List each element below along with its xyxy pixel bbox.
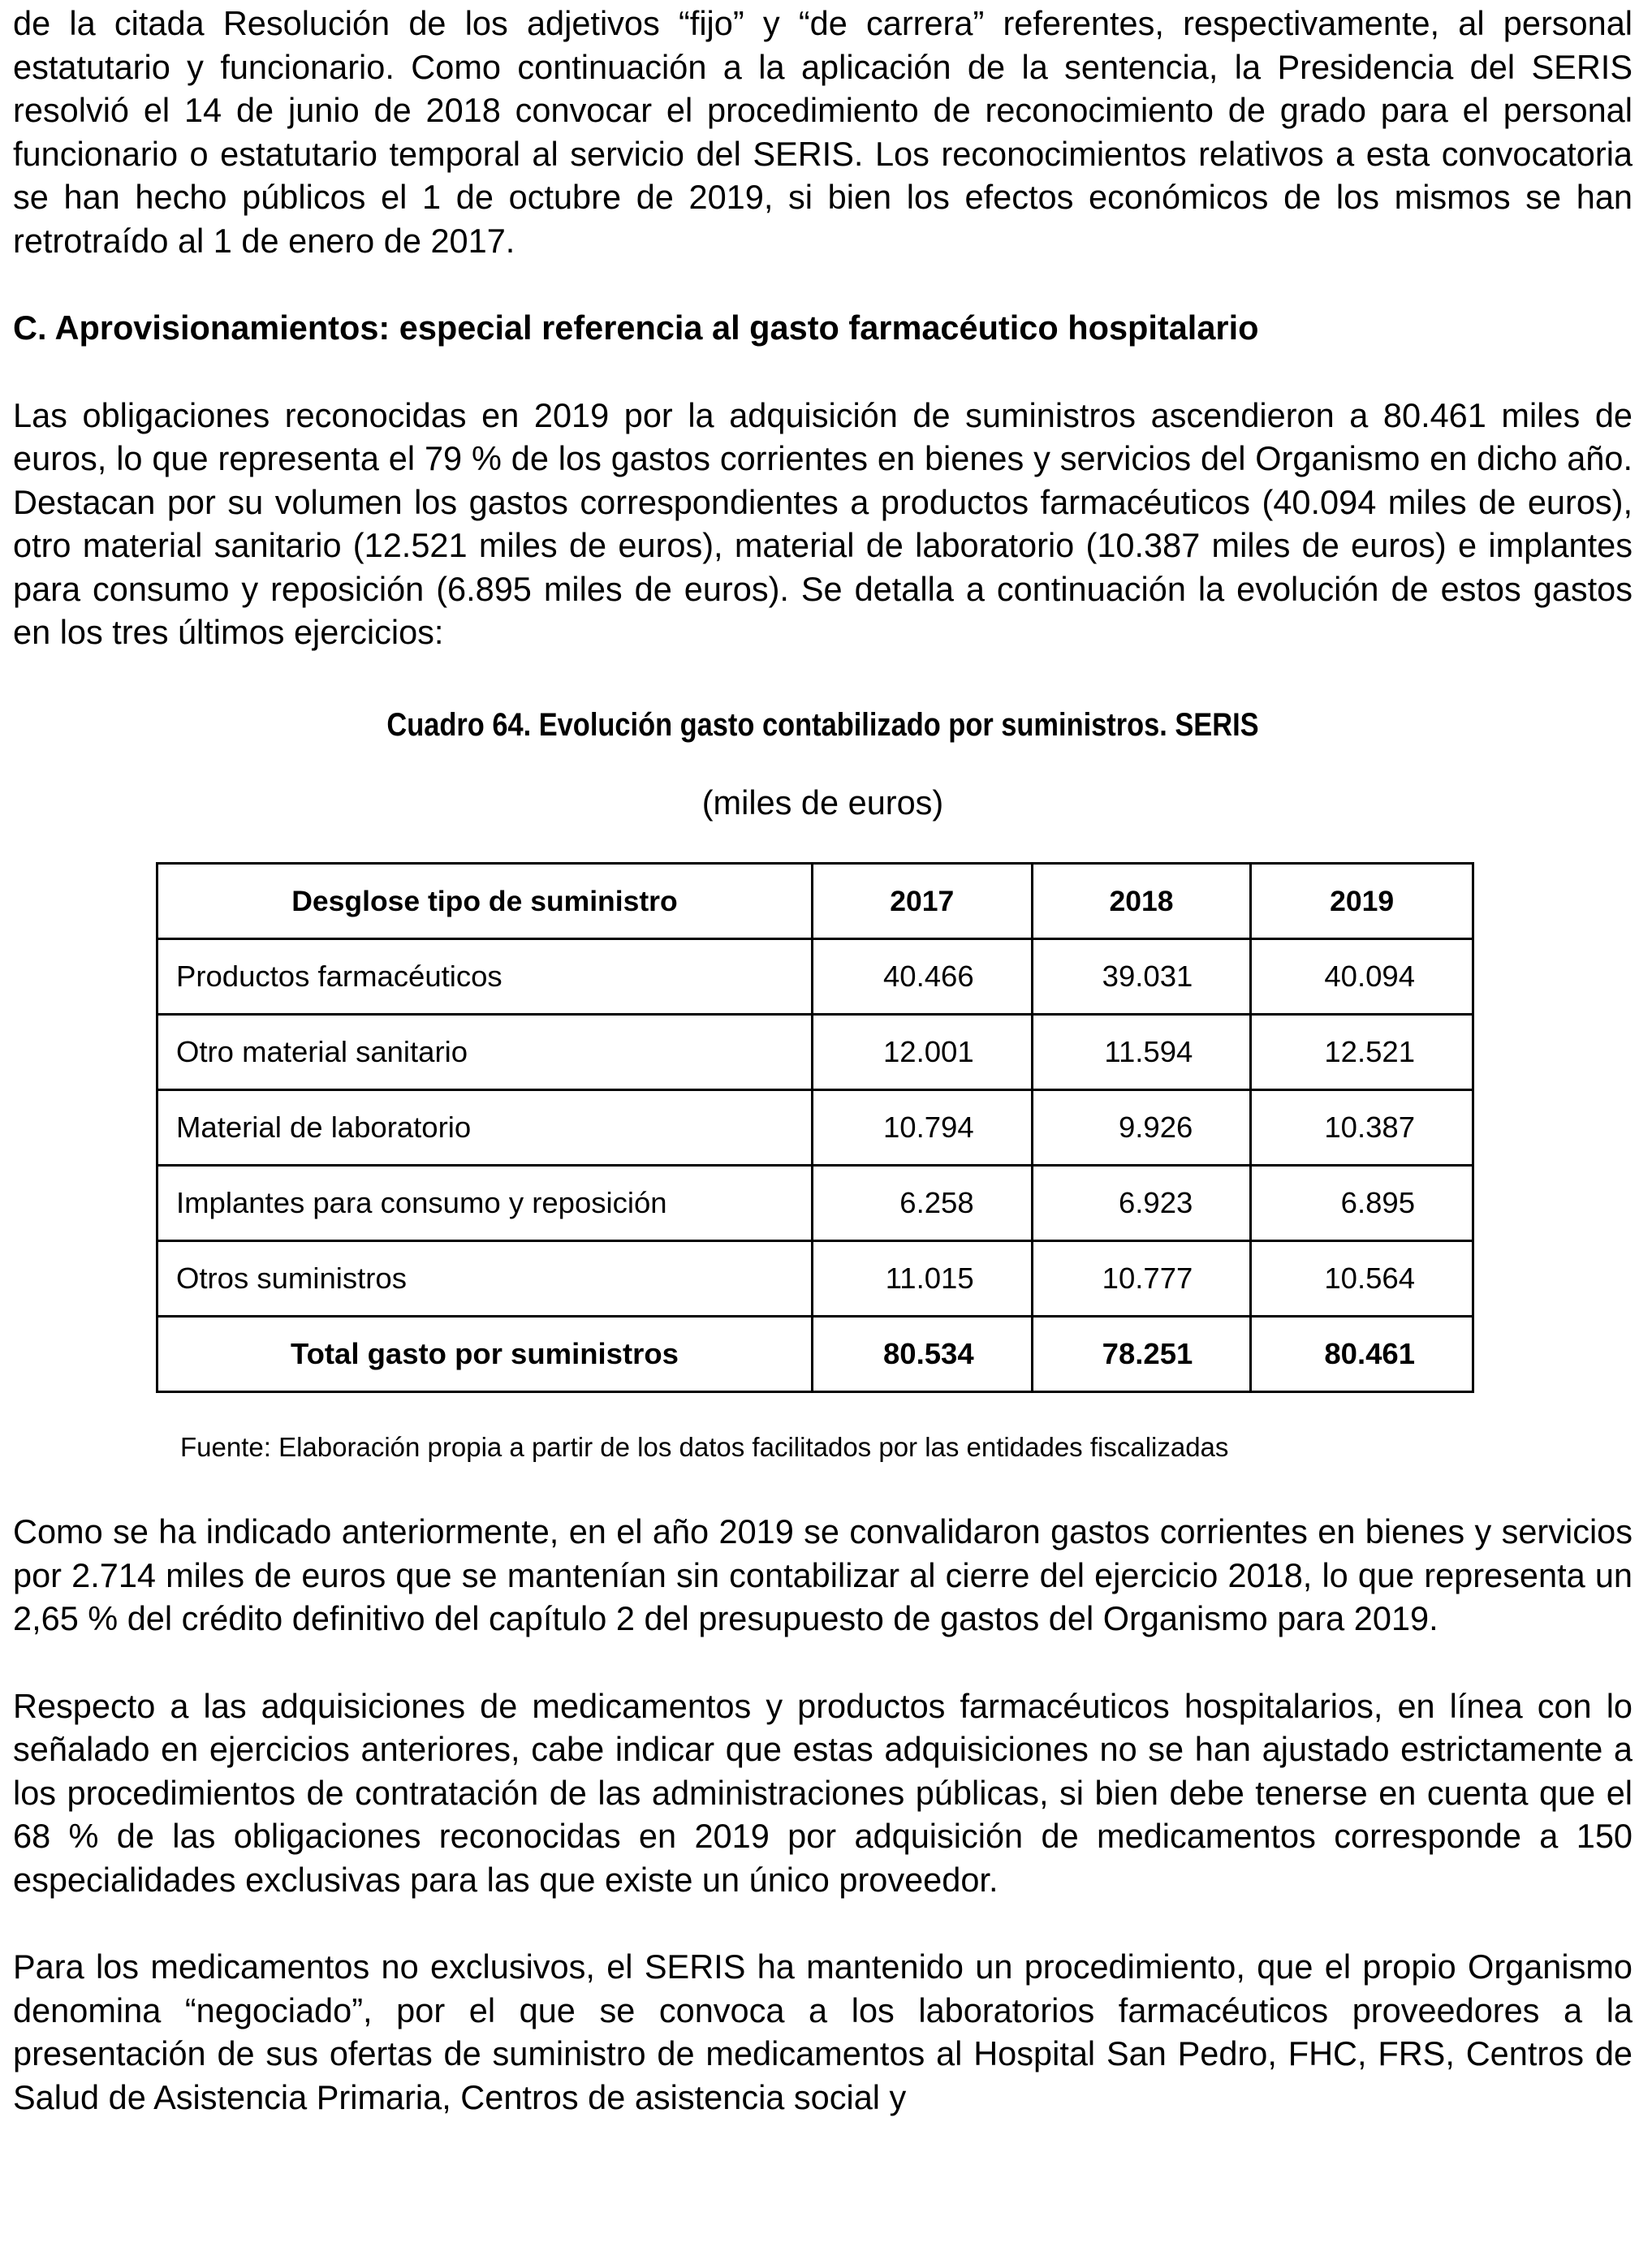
cell-2019: 10.387 xyxy=(1251,1090,1473,1166)
table-row xyxy=(157,1015,1473,1090)
cell-2019: 40.094 xyxy=(1251,939,1473,1015)
supplies-table xyxy=(156,862,1474,1393)
column-header-type: Desglose tipo de suministro xyxy=(157,864,813,939)
cell-2018: 39.031 xyxy=(1032,939,1251,1015)
table-row xyxy=(157,1090,1473,1166)
paragraph-obligaciones: Las obligaciones reconocidas en 2019 por la adquisición de suministros ascendieron a 80.461 miles de euros, lo que representa el 79 % de los gastos corrientes en bienes y servicios del Organismo en dicho año. Destacan por su volumen los gastos correspondientes a productos farmacéuticos (40.094 miles de euros), otro material sanitario (12.521 miles de euros), material de laboratorio (10.387 miles de euros) e implantes para consumo y reposición (6.895 miles de euros). Se detalla a continuación la evolución de estos gastos en los tres últimos ejercicios: xyxy=(13,395,1633,651)
cell-2019: 12.521 xyxy=(1251,1015,1473,1090)
cell-2018: 6.923 xyxy=(1032,1166,1251,1241)
cell-2017: 11.015 xyxy=(812,1241,1032,1317)
document-page xyxy=(13,0,1633,823)
table-title: Cuadro 64. Evolución gasto contabilizado por suministros. SERIS xyxy=(386,706,1259,743)
table-row xyxy=(157,1241,1473,1317)
column-header-2018: 2018 xyxy=(1032,864,1251,939)
row-label: Productos farmacéuticos xyxy=(157,939,813,1015)
cell-2019: 6.895 xyxy=(1251,1166,1473,1241)
cell-2017: 40.466 xyxy=(812,939,1032,1015)
cell-2018: 11.594 xyxy=(1032,1015,1251,1090)
table-row xyxy=(157,1166,1473,1241)
table-source-note: Fuente: Elaboración propia a partir de los datos facilitados por las entidades fiscalizadas xyxy=(180,1432,1229,1462)
row-label: Implantes para consumo y reposición xyxy=(157,1166,813,1241)
row-label: Otro material sanitario xyxy=(157,1015,813,1090)
paragraph-resolucion: de la citada Resolución de los adjetivos “fijo” y “de carrera” referentes, respectivamente, al personal estatutario y funcionario. Como continuación a la aplicación de la sentencia, la Presidencia del SERIS resolvió el 14 de junio de 2018 convocar el procedimiento de reconocimiento de grado para el personal funcionario o estatutario temporal al servicio del SERIS. Los reconocimientos relativos a esta convocatoria se han hecho públicos el 1 de octubre de 2019, si bien los efectos económicos de los mismos se han retrotraído al 1 de enero de 2017. xyxy=(13,4,1633,260)
row-label: Otros suministros xyxy=(157,1241,813,1317)
table-header-row xyxy=(157,864,1473,939)
cell-2019: 10.564 xyxy=(1251,1241,1473,1317)
cell-2018: 9.926 xyxy=(1032,1090,1251,1166)
cell-2018: 10.777 xyxy=(1032,1241,1251,1317)
document-lower-section xyxy=(13,1510,1633,2119)
total-label: Total gasto por suministros xyxy=(157,1317,813,1392)
column-header-2017: 2017 xyxy=(812,864,1032,939)
table-subtitle: (miles de euros) xyxy=(701,783,944,822)
table-row xyxy=(157,939,1473,1015)
paragraph-negociado: Para los medicamentos no exclusivos, el SERIS ha mantenido un procedimiento, que el propio Organismo denomina “negociado”, por el que se convoca a los laboratorios farmacéuticos proveedores a la presentación de sus ofertas de suministro de medicamentos al Hospital San Pedro, FHC, FRS, Centros de Salud de Asistencia Primaria, Centros de asistencia social y xyxy=(13,1947,1633,2116)
total-2017: 80.534 xyxy=(812,1317,1032,1392)
total-2018: 78.251 xyxy=(1032,1317,1251,1392)
cell-2017: 12.001 xyxy=(812,1015,1032,1090)
total-2019: 80.461 xyxy=(1251,1317,1473,1392)
cell-2017: 10.794 xyxy=(812,1090,1032,1166)
column-header-2019: 2019 xyxy=(1251,864,1473,939)
paragraph-medicamentos: Respecto a las adquisiciones de medicamentos y productos farmacéuticos hospitalarios, en línea con lo señalado en ejercicios anteriores, cabe indicar que estas adquisiciones no se han ajustado estrictamente a los procedimientos de contratación de las administraciones públicas, si bien debe tenerse en cuenta que el 68 % de las obligaciones reconocidas en 2019 por adquisición de medicamentos corresponde a 150 especialidades exclusivas para las que existe un único proveedor. xyxy=(13,1686,1633,1899)
row-label: Material de laboratorio xyxy=(157,1090,813,1166)
paragraph-convalidacion: Como se ha indicado anteriormente, en el año 2019 se convalidaron gastos corrientes en bienes y servicios por 2.714 miles de euros que se mantenían sin contabilizar al cierre del ejercicio 2018, lo que representa un 2,65 % del crédito definitivo del capítulo 2 del presupuesto de gastos del Organismo para 2019. xyxy=(13,1512,1633,1637)
table-total-row xyxy=(157,1317,1473,1392)
cell-2017: 6.258 xyxy=(812,1166,1032,1241)
section-heading: C. Aprovisionamientos: especial referencia al gasto farmacéutico hospitalario xyxy=(13,308,1259,347)
